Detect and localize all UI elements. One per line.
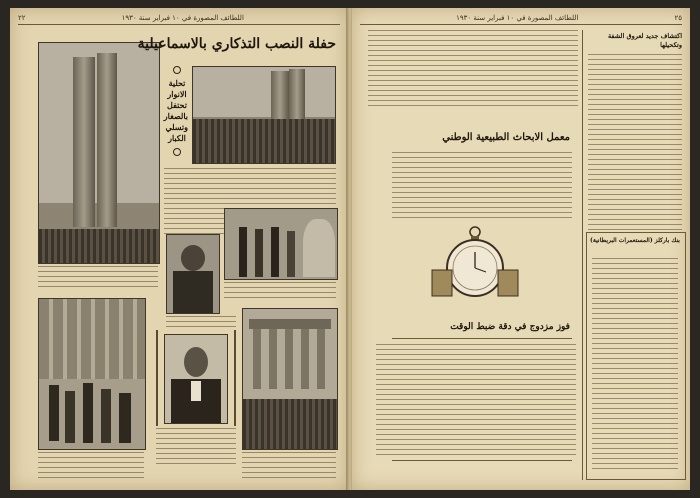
left-page xyxy=(10,8,348,490)
ad-title: بنك باركلز (المستعمرات البريطانية) xyxy=(590,237,680,244)
caption-officials xyxy=(224,282,336,300)
right-page-header xyxy=(360,12,682,25)
column-rule xyxy=(582,30,583,480)
ad-text xyxy=(592,258,678,472)
ornament-circle xyxy=(173,148,181,156)
caption-obelisk xyxy=(38,266,158,288)
main-text xyxy=(392,152,572,222)
headline: حفلة النصب التذكاري بالاسماعيلية xyxy=(137,36,336,52)
caption-officer xyxy=(166,316,236,328)
caption-ruins xyxy=(38,452,144,482)
col1-title: اكتشاف جديد لعروق الشفة وتكحيلها xyxy=(607,32,682,49)
pocket-watch-illustration xyxy=(430,224,520,306)
col1-text xyxy=(588,54,682,234)
left-page-header xyxy=(18,12,340,25)
right-header-text: اللطائف المصورة في ١٠ فبراير سنة ١٩٣٠ xyxy=(456,14,579,22)
caption-portrait xyxy=(156,428,236,466)
caption-temple xyxy=(242,452,336,482)
portrait-frame-right xyxy=(234,330,236,426)
sidebar-title: تحلية الانوار تحتفل بالصغار وتسلي الكبار xyxy=(163,78,188,143)
photo-officials xyxy=(224,208,338,280)
photo-temple-columns xyxy=(242,308,338,450)
right-page-number: ٢٥ xyxy=(674,14,682,22)
right-page xyxy=(352,8,690,490)
left-header-text: اللطائف المصورة في ١٠ فبراير سنة ١٩٣٠ xyxy=(121,14,244,22)
photo-officer xyxy=(166,234,220,314)
ornament-circle xyxy=(173,66,181,74)
photo-ceremony xyxy=(192,66,336,164)
mid-text xyxy=(376,344,576,456)
mid-title: فوز مزدوج في دقة ضبط الوقت xyxy=(450,322,570,332)
photo-ruins-group xyxy=(38,298,146,450)
mid-rule xyxy=(392,338,572,339)
photo-portrait-man xyxy=(164,334,228,424)
portrait-frame-left xyxy=(156,330,158,426)
bottom-rule xyxy=(392,460,572,461)
main-title: معمل الابحاث الطبيعية الوطني xyxy=(442,132,570,143)
top-text-block xyxy=(368,30,578,110)
photo-obelisk-large xyxy=(38,42,160,264)
left-page-number: ٢٢ xyxy=(18,14,26,22)
